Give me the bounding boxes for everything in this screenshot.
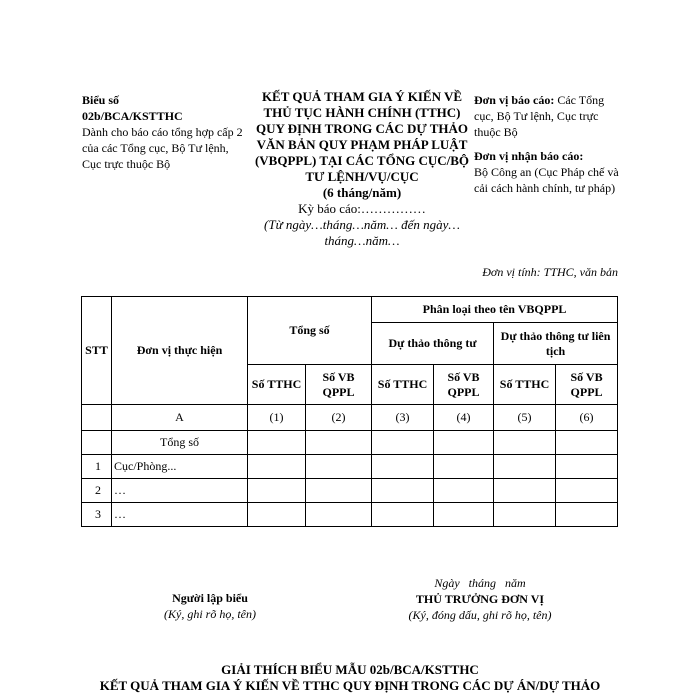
header-draft-joint-circular: Dự thảo thông tư liên tịch xyxy=(494,323,618,365)
row-unit: … xyxy=(112,503,248,527)
header-classification: Phân loại theo tên VBQPPL xyxy=(372,297,618,323)
signature-head-title: THỦ TRƯỞNG ĐƠN VỊ xyxy=(415,592,545,606)
subheader-tthc: Số TTHC xyxy=(494,365,556,405)
subheader-tthc: Số TTHC xyxy=(372,365,434,405)
explanation-subtitle: KẾT QUẢ THAM GIA Ý KIẾN VỀ TTHC QUY ĐỊNH TRONG CÁC DỰ ÁN/DỰ THẢO xyxy=(99,678,601,693)
receiving-unit-label: Đơn vị nhận báo cáo: xyxy=(474,149,584,163)
report-frequency: (6 tháng/năm) xyxy=(322,185,402,200)
reporting-unit-label: Đơn vị báo cáo: xyxy=(474,93,555,107)
subheader-vb: Số VB QPPL xyxy=(434,365,494,405)
table-row xyxy=(82,503,618,527)
header-right xyxy=(474,92,624,196)
form-description: Dành cho báo cáo tổng hợp cấp 2 của các Tổng cục, Bộ Tư lệnh, Cục trực thuộc Bộ xyxy=(82,125,243,171)
subheader-vb: Số VB QPPL xyxy=(556,365,618,405)
explanation-title: GIẢI THÍCH BIỂU MẪU 02b/BCA/KSTTHC xyxy=(221,662,479,677)
reporting-unit-value: Các Tổng cục, Bộ Tư lệnh, Cục trực thuộc Bộ xyxy=(474,93,605,139)
index-row xyxy=(82,405,618,431)
row-stt: 2 xyxy=(82,479,112,503)
index-cell xyxy=(82,405,112,431)
signature-date: Ngày tháng năm xyxy=(434,576,526,590)
report-table xyxy=(81,296,618,527)
row-stt: 3 xyxy=(82,503,112,527)
report-title: KẾT QUẢ THAM GIA Ý KIẾN VỀ THỦ TỤC HÀNH CHÍNH (TTHC) QUY ĐỊNH TRONG CÁC DỰ THẢO VĂN BẢN QUY PHẠM PHÁP LUẬT (VBQPPL) TẠI CÁC TỔNG CỤC/BỘ TƯ LỆNH/VỤ/CỤC xyxy=(254,89,470,184)
report-period: Kỳ báo cáo:…………… xyxy=(298,201,426,216)
header-left xyxy=(82,92,250,172)
table-row xyxy=(82,479,618,503)
row-unit: Cục/Phòng... xyxy=(112,455,248,479)
signature-head xyxy=(380,575,580,623)
header-center xyxy=(248,89,476,249)
index-cell: (5) xyxy=(494,405,556,431)
header-draft-circular: Dự thảo thông tư xyxy=(372,323,494,365)
signature-preparer-title: Người lập biểu xyxy=(172,591,248,605)
index-cell: A xyxy=(112,405,248,431)
receiving-unit-value: Bộ Công an (Cục Pháp chế và cải cách hành chính, tư pháp) xyxy=(474,165,619,195)
header-stt: STT xyxy=(82,297,112,405)
explanation-heading xyxy=(60,662,640,694)
table-row xyxy=(82,455,618,479)
form-code: 02b/BCA/KSTTHC xyxy=(82,109,183,123)
header-unit: Đơn vị thực hiện xyxy=(112,297,248,405)
index-cell: (6) xyxy=(556,405,618,431)
index-cell: (2) xyxy=(306,405,372,431)
reporting-unit xyxy=(474,92,624,140)
index-cell: (3) xyxy=(372,405,434,431)
subheader-tthc: Số TTHC xyxy=(248,365,306,405)
subheader-vb: Số VB QPPL xyxy=(306,365,372,405)
index-cell: (4) xyxy=(434,405,494,431)
total-row xyxy=(82,431,618,455)
form-label: Biểu số xyxy=(82,93,120,107)
signature-preparer xyxy=(120,590,300,622)
row-stt: 1 xyxy=(82,455,112,479)
row-unit: … xyxy=(112,479,248,503)
index-cell: (1) xyxy=(248,405,306,431)
signature-head-note: (Ký, đóng dấu, ghi rõ họ, tên) xyxy=(408,608,552,622)
unit-note: Đơn vị tính: TTHC, văn bản xyxy=(482,265,618,279)
signature-preparer-note: (Ký, ghi rõ họ, tên) xyxy=(164,607,256,621)
report-range: (Từ ngày…tháng…năm… đến ngày…tháng…năm… xyxy=(264,217,460,248)
header-total: Tổng số xyxy=(248,297,372,365)
total-row-label: Tổng số xyxy=(112,431,248,455)
